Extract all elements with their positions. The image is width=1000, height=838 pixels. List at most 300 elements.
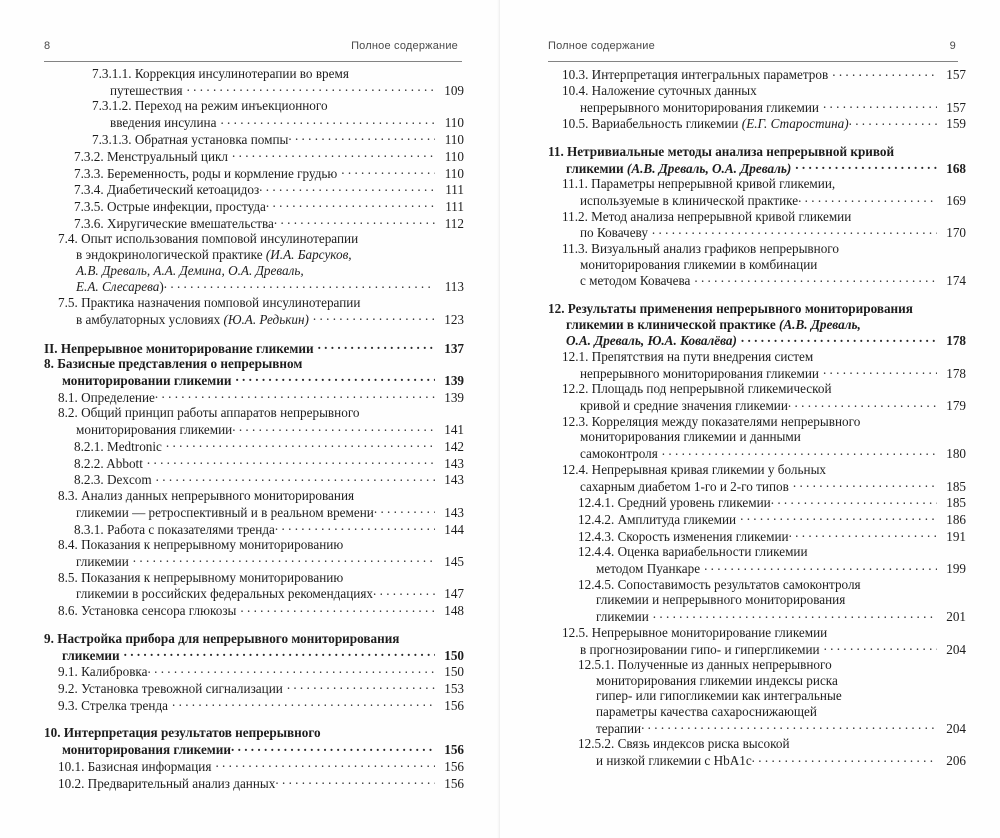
header-rule-right [548, 61, 958, 62]
toc-entry-label: 7.3.1.2. Переход на режим инъекционного [92, 98, 328, 114]
toc-entry[interactable] [548, 381, 966, 413]
toc-entry-label: 12.5.1. Полученные из данных непрерывного [578, 657, 832, 673]
toc-entry-label: О.А. Древаль, Ю.А. Ковалёва) [566, 333, 737, 349]
toc-dot-leader [148, 663, 436, 676]
toc-page-number: 169 [946, 193, 966, 209]
toc-entry-line [74, 520, 464, 537]
page-folio-left: 8 [44, 40, 51, 52]
toc-entry-label: А.В. Древаль, А.А. Демина, О.А. Древаль, [76, 262, 304, 278]
toc-entry[interactable] [548, 577, 966, 625]
toc-dot-leader [235, 372, 435, 385]
toc-entry-line [562, 397, 966, 414]
toc-entry[interactable] [44, 488, 464, 520]
toc-page-number: 147 [444, 586, 464, 602]
toc-entry-label: и низкой гликемии с HbA1c [596, 753, 752, 769]
toc-page-number: 111 [445, 182, 464, 198]
toc-entry-line [74, 438, 464, 455]
toc-entry-label: гликемии — ретроспективный и в реальном времени [76, 504, 374, 520]
toc-entry-label: 12.4.5. Сопоставимость результатов самоконтроля [578, 576, 861, 592]
toc-dot-leader [232, 148, 435, 161]
toc-entry-label: гликемии [596, 609, 649, 625]
toc-entry[interactable] [44, 438, 464, 455]
toc-entry[interactable] [44, 231, 464, 295]
toc-dot-leader [155, 389, 435, 402]
toc-entry-line [44, 356, 464, 372]
toc-entry-line [548, 332, 966, 349]
toc-entry-label: 12.4.1. Средний уровень гликемии [578, 495, 771, 511]
page-folio-right: 9 [949, 40, 956, 52]
toc-entry-label: 9.3. Стрелка тренда [58, 697, 169, 713]
toc-entry-line [74, 148, 464, 165]
toc-entry-label: 10.5. Вариабельность гликемии (Е.Г. Старостина) [562, 116, 849, 132]
toc-entry-label: 12. Результаты применения непрерывного мониторирования [548, 301, 913, 317]
toc-entry[interactable] [44, 631, 464, 663]
toc-entry[interactable] [44, 725, 464, 757]
toc-entry-line [562, 365, 966, 382]
toc-entry[interactable] [44, 295, 464, 327]
toc-entry-label: гипер- или гипогликемии как интегральные [596, 688, 842, 704]
toc-entry-label: 8.2.3. Dexcom [74, 472, 152, 488]
toc-entry-line [74, 454, 464, 471]
toc-entry[interactable] [548, 462, 966, 494]
toc-entry-label: с методом Ковачева [580, 273, 691, 289]
toc-entry-line [58, 602, 464, 619]
toc-entry[interactable] [44, 131, 464, 148]
toc-dot-leader [849, 115, 937, 128]
toc-entry-label: мониторирования гликемии [76, 422, 233, 438]
toc-entry-line [44, 339, 464, 356]
toc-dot-leader [652, 224, 937, 237]
toc-entry-label: 10.2. Предварительный анализ данных [58, 775, 276, 791]
toc-dot-leader [172, 697, 435, 710]
toc-dot-leader [287, 680, 435, 693]
toc-entry-line [548, 144, 966, 160]
toc-entry[interactable] [44, 602, 464, 619]
toc-entry-line [562, 477, 966, 494]
toc-entry-line [58, 389, 464, 406]
toc-dot-leader [259, 181, 435, 194]
toc-entry-line [562, 272, 966, 289]
toc-entry[interactable] [44, 537, 464, 569]
toc-entry[interactable] [44, 697, 464, 714]
toc-page-number: 110 [444, 165, 464, 181]
toc-entry-line [562, 257, 966, 273]
toc-entry-line [58, 504, 464, 521]
toc-entry-line [92, 82, 464, 99]
toc-entry-label: в прогнозировании гипо- и гипергликемии [580, 641, 820, 657]
toc-dot-leader [156, 471, 435, 484]
toc-dot-leader [704, 560, 937, 573]
toc-entry-label: введения инсулина [110, 115, 217, 131]
toc-entry-label: 11.3. Визуальный анализ графиков непрерывного [562, 241, 839, 257]
toc-page-number: 110 [444, 148, 464, 164]
toc-entry-line [562, 349, 966, 365]
toc-entry-line [578, 657, 966, 673]
toc-dot-leader [231, 741, 435, 754]
toc-entry-label: 7.3.3. Беременность, роды и кормление грудью [74, 165, 338, 181]
toc-entry-line [562, 66, 966, 83]
toc-entry-line [58, 553, 464, 570]
toc-entry[interactable] [44, 148, 464, 165]
toc-page-number: 111 [445, 199, 464, 215]
toc-dot-leader [771, 494, 937, 507]
toc-page-number: 180 [946, 446, 966, 462]
toc-entry-line [548, 160, 966, 177]
toc-entry-line [562, 462, 966, 478]
toc-entry-line [74, 198, 464, 215]
toc-entry-line [562, 83, 966, 99]
toc-dot-leader [694, 272, 937, 285]
toc-entry[interactable] [548, 83, 966, 115]
toc-entry-line [562, 209, 966, 225]
toc-entry-line [92, 66, 464, 82]
toc-entry-label: 9. Настройка прибора для непрерывного мониторирования [44, 630, 400, 646]
toc-entry-label: мониторирования гликемии [62, 742, 231, 758]
toc-entry-label: гликемии [76, 553, 129, 569]
toc-entry-label: 7.3.5. Острые инфекции, простуда [74, 199, 266, 215]
toc-entry-label: 8.6. Установка сенсора глюкозы [58, 603, 237, 619]
toc-page-number: 170 [946, 225, 966, 241]
toc-dot-leader [662, 445, 937, 458]
toc-entry[interactable] [44, 471, 464, 488]
toc-dot-leader [313, 311, 435, 324]
toc-entry-line [58, 247, 464, 263]
toc-dot-leader [641, 720, 937, 733]
toc-dot-leader [266, 198, 435, 211]
toc-entry-label: гликемии в российских федеральных рекомендациях [76, 586, 374, 602]
toc-entry-line [578, 720, 966, 737]
toc-page-number: 204 [946, 641, 966, 657]
toc-page-number: 137 [444, 340, 464, 356]
toc-dot-leader [824, 640, 937, 653]
toc-dot-leader [341, 164, 435, 177]
toc-dot-leader [374, 504, 435, 517]
toc-entry-label: 9.1. Калибровка [58, 664, 148, 680]
toc-entry-line [562, 224, 966, 241]
toc-page-number: 159 [946, 116, 966, 132]
running-head-left: Полное содержание [351, 40, 458, 52]
toc-entry-line [578, 752, 966, 769]
toc-dot-leader [274, 215, 435, 228]
toc-entry-line [562, 176, 966, 192]
toc-entry-label: 12.2. Площадь под непрерывной гликемической [562, 381, 832, 397]
toc-page-number: 139 [444, 372, 464, 388]
toc-entry-label: 8.1. Определение [58, 389, 155, 405]
toc-entry-line [92, 131, 464, 148]
toc-entry[interactable] [548, 657, 966, 736]
toc-page-number: 144 [444, 521, 464, 537]
toc-entry-line [58, 295, 464, 311]
toc-entry-label: мониторирования гликемии и данными [580, 429, 801, 445]
toc-entry-line [74, 471, 464, 488]
toc-entry-line [74, 164, 464, 181]
toc-entry[interactable] [548, 176, 966, 208]
toc-entry-line [578, 704, 966, 720]
toc-entry[interactable] [44, 758, 464, 775]
toc-entry[interactable] [44, 520, 464, 537]
toc-entry-label: 8.3.1. Работа с показателями тренда [74, 521, 275, 537]
toc-entry-line [548, 317, 966, 333]
toc-page-number: 178 [946, 333, 966, 349]
toc-entry-label: самоконтроля [580, 446, 658, 462]
toc-entry[interactable] [548, 144, 966, 176]
toc-entry[interactable] [548, 241, 966, 289]
toc-entry-label: 12.4.2. Амплитуда гликемии [578, 512, 737, 528]
toc-page-number: 156 [444, 742, 464, 758]
toc-entry[interactable] [44, 775, 464, 792]
toc-entry-line [578, 560, 966, 577]
toc-list-right [548, 66, 966, 769]
toc-entry-line [58, 537, 464, 553]
toc-entry-label: непрерывного мониторирования гликемии [580, 99, 819, 115]
toc-entry-label: по Ковачеву [580, 225, 648, 241]
toc-entry[interactable] [44, 66, 464, 98]
toc-entry-line [44, 741, 464, 758]
toc-entry-label: мониторирования гликемии в комбинации [580, 256, 818, 272]
toc-dot-leader [220, 114, 435, 127]
toc-entry-label: гликемии и непрерывного мониторирования [596, 592, 846, 608]
toc-entry-line [58, 421, 464, 438]
toc-entry-label: методом Пуанкаре [596, 561, 701, 577]
toc-dot-leader [788, 397, 937, 410]
toc-entry-label: 8.5. Показания к непрерывному мониторированию [58, 569, 344, 585]
toc-entry-label: 11. Нетривиальные методы анализа непрерывной кривой [548, 143, 895, 159]
toc-entry[interactable] [44, 339, 464, 356]
toc-entry[interactable] [44, 181, 464, 198]
toc-entry[interactable] [44, 405, 464, 437]
toc-entry-line [58, 278, 464, 295]
toc-entry-line [562, 192, 966, 209]
toc-entry-label: 8.2.1. Medtronic [74, 438, 162, 454]
toc-page-number: 153 [444, 681, 464, 697]
toc-page-number: 157 [946, 99, 966, 115]
toc-entry-label: 11.2. Метод анализа непрерывной кривой гликемии [562, 208, 852, 224]
toc-entry[interactable] [548, 511, 966, 528]
toc-page-number: 206 [946, 753, 966, 769]
toc-entry[interactable] [548, 625, 966, 657]
toc-entry-line [578, 608, 966, 625]
toc-entry[interactable] [548, 349, 966, 381]
page-right [500, 0, 1000, 838]
toc-entry-line [578, 736, 966, 752]
toc-entry-label: 7.3.1.3. Обратная установка помпы [92, 131, 289, 147]
toc-page-number: 201 [946, 609, 966, 625]
toc-page-number: 112 [444, 215, 464, 231]
toc-dot-leader [741, 332, 937, 345]
toc-entry-line [92, 114, 464, 131]
toc-entry-line [578, 544, 966, 560]
toc-entry-line [562, 429, 966, 445]
toc-dot-leader [740, 511, 937, 524]
toc-page-number: 185 [946, 495, 966, 511]
toc-entry-line [58, 405, 464, 421]
toc-entry-label: мониторировании гликемии [62, 372, 232, 388]
toc-entry[interactable] [44, 454, 464, 471]
toc-entry-label: Е.А. Слесарева) [76, 279, 164, 295]
toc-entry[interactable] [44, 389, 464, 406]
toc-page-number: 174 [946, 273, 966, 289]
toc-entry-line [562, 625, 966, 641]
toc-page-number: 191 [946, 528, 966, 544]
toc-page-number: 179 [946, 398, 966, 414]
toc-dot-leader [288, 131, 435, 144]
toc-entry-label: 8.3. Анализ данных непрерывного мониторирования [58, 488, 355, 504]
toc-entry[interactable] [548, 528, 966, 545]
toc-entry[interactable] [548, 544, 966, 576]
toc-entry-label: 8.2.2. Abbott [74, 455, 143, 471]
running-head-right: Полное содержание [548, 40, 655, 52]
toc-entry-label: параметры качества сахароснижающей [596, 703, 817, 719]
toc-entry-line [44, 372, 464, 389]
toc-entry-line [44, 646, 464, 663]
toc-entry-line [74, 181, 464, 198]
toc-page-number: 123 [444, 311, 464, 327]
toc-dot-leader [164, 278, 435, 291]
toc-entry-label: 11.1. Параметры непрерывной кривой гликемии, [562, 176, 836, 192]
toc-entry-line [578, 592, 966, 608]
toc-page-number: 113 [444, 279, 464, 295]
toc-entry-label: гликемии (А.В. Древаль, О.А. Древаль) [566, 160, 792, 176]
toc-entry-label: в эндокринологической практике (И.А. Барсуков, [76, 247, 352, 263]
toc-entry-label: 7.3.6. Хиругические вмешательства [74, 215, 274, 231]
toc-entry[interactable] [44, 680, 464, 697]
toc-entry[interactable] [44, 356, 464, 388]
toc-entry-label: мониторирования гликемии индексы риска [596, 672, 838, 688]
toc-page-number: 145 [444, 553, 464, 569]
toc-dot-leader [232, 421, 435, 434]
toc-entry-label: 12.4. Непрерывная кривая гликемии у больных [562, 461, 827, 477]
toc-entry-label: 8.4. Показания к непрерывному мониторированию [58, 537, 344, 553]
toc-entry-label: 10.4. Наложение суточных данных [562, 82, 757, 98]
toc-entry-line [58, 758, 464, 775]
toc-entry-label: кривой и средние значения гликемии [580, 398, 788, 414]
toc-entry-line [562, 381, 966, 397]
toc-entry-line [58, 311, 464, 328]
toc-entry[interactable] [44, 98, 464, 130]
toc-entry-label: 12.3. Корреляция между показателями непрерывного [562, 413, 861, 429]
toc-entry-line [58, 775, 464, 792]
toc-entry-line [58, 585, 464, 602]
toc-entry-line [578, 511, 966, 528]
toc-entry[interactable] [548, 414, 966, 462]
toc-entry-label: 10. Интерпретация результатов непрерывного [44, 725, 321, 741]
toc-entry-label: II. Непрерывное мониторирование гликемии [44, 340, 314, 356]
toc-dot-leader [752, 752, 937, 765]
toc-entry-label: непрерывного мониторирования гликемии [580, 365, 819, 381]
toc-page-number: 199 [946, 561, 966, 577]
toc-entry[interactable] [548, 209, 966, 241]
toc-dot-leader [373, 585, 435, 598]
toc-entry-label: 7.5. Практика назначения помповой инсулинотерапии [58, 295, 361, 310]
toc-page-number: 110 [444, 115, 464, 131]
toc-entry-label: 12.1. Препятствия на пути внедрения систем [562, 349, 814, 364]
toc-dot-leader [793, 477, 937, 490]
toc-entry-label: 9.2. Установка тревожной сигнализации [58, 681, 283, 697]
toc-dot-leader [124, 646, 435, 659]
toc-entry-label: гликемии в клинической практике (А.В. Древаль, [566, 316, 861, 332]
toc-page-number: 142 [444, 438, 464, 454]
toc-dot-leader [166, 438, 435, 451]
toc-entry-line [578, 528, 966, 545]
toc-dot-leader [798, 192, 937, 205]
toc-entry-label: сахарным диабетом 1-го и 2-го типов [580, 478, 789, 494]
toc-entry[interactable] [548, 115, 966, 132]
toc-entry[interactable] [548, 494, 966, 511]
toc-entry-line [44, 725, 464, 741]
toc-page-number: 143 [444, 455, 464, 471]
toc-entry-label: 10.1. Базисная информация [58, 759, 212, 774]
toc-page-number: 157 [946, 67, 966, 83]
toc-entry[interactable] [548, 66, 966, 83]
toc-entry-line [58, 488, 464, 504]
toc-entry[interactable] [548, 736, 966, 768]
toc-entry-label: 12.4.3. Скорость изменения гликемии [578, 528, 789, 544]
toc-entry[interactable] [44, 198, 464, 215]
toc-dot-leader [795, 160, 937, 173]
toc-entry-label: используемые в клинической практике [580, 193, 799, 209]
toc-page-number: 139 [444, 389, 464, 405]
toc-entry-label: 7.3.2. Менструальный цикл [74, 148, 228, 164]
toc-entry-line [562, 445, 966, 462]
toc-entry-label: 7.3.1.1. Коррекция инсулинотерапии во время [92, 66, 349, 81]
toc-entry[interactable] [44, 215, 464, 232]
toc-entry[interactable] [548, 301, 966, 349]
toc-page-number: 168 [946, 160, 966, 176]
toc-entry-line [548, 301, 966, 317]
toc-page-number: 109 [444, 82, 464, 98]
toc-dot-leader [240, 602, 435, 615]
toc-entry-line [92, 98, 464, 114]
toc-entry-line [578, 577, 966, 593]
toc-entry-line [58, 570, 464, 586]
toc-entry-line [58, 680, 464, 697]
toc-page-number: 178 [946, 365, 966, 381]
toc-entry-line [58, 231, 464, 247]
toc-entry-label: 12.4.4. Оценка вариабельности гликемии [578, 544, 808, 560]
toc-dot-leader [133, 553, 435, 566]
toc-page-number: 150 [444, 664, 464, 680]
toc-entry-label: 10.3. Интерпретация интегральных параметров [562, 67, 829, 83]
toc-page-number: 110 [444, 131, 464, 147]
toc-entry-line [44, 631, 464, 647]
toc-entry-line [578, 494, 966, 511]
toc-entry-line [578, 673, 966, 689]
toc-entry[interactable] [44, 570, 464, 602]
toc-entry-line [562, 115, 966, 132]
toc-entry-label: 12.5. Непрерывное мониторирование гликемии [562, 624, 828, 640]
toc-entry-line [562, 241, 966, 257]
toc-entry-label: 12.5.2. Связь индексов риска высокой [578, 736, 790, 752]
toc-page-number: 150 [444, 647, 464, 663]
toc-entry[interactable] [44, 164, 464, 181]
toc-page-number: 143 [444, 504, 464, 520]
toc-page-number: 186 [946, 512, 966, 528]
toc-page-number: 148 [444, 603, 464, 619]
toc-page-number: 143 [444, 472, 464, 488]
toc-dot-leader [147, 454, 435, 467]
toc-dot-leader [318, 339, 435, 352]
toc-entry[interactable] [44, 663, 464, 680]
toc-dot-leader [653, 608, 937, 621]
toc-entry-label: терапии [596, 720, 642, 736]
toc-entry-line [58, 697, 464, 714]
toc-page-number: 156 [444, 697, 464, 713]
toc-entry-label: 8.2. Общий принцип работы аппаратов непрерывного [58, 405, 360, 421]
toc-page-number: 156 [444, 759, 464, 774]
toc-dot-leader [275, 775, 435, 788]
toc-entry-line [58, 263, 464, 279]
toc-dot-leader [789, 528, 937, 541]
